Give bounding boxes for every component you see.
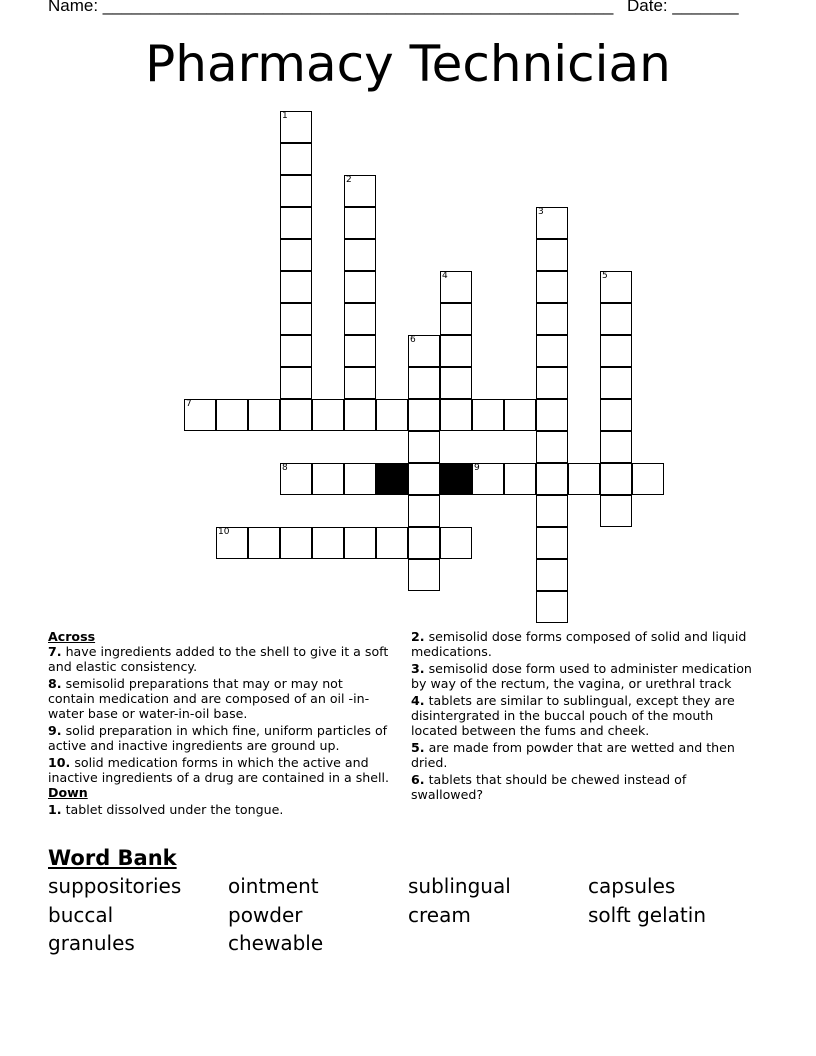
crossword-cell[interactable] [280, 303, 312, 335]
crossword-cell[interactable] [280, 271, 312, 303]
crossword-cell[interactable] [344, 207, 376, 239]
crossword-cell[interactable] [472, 463, 504, 495]
clue-number-label: 9 [474, 463, 480, 473]
clue-number: 1. [48, 802, 62, 817]
clue-across-10 [48, 755, 393, 785]
crossword-cell[interactable] [600, 335, 632, 367]
crossword-cell[interactable] [248, 527, 280, 559]
crossword-cell[interactable] [536, 271, 568, 303]
crossword-cell[interactable] [600, 431, 632, 463]
clue-number-label: 5 [602, 271, 608, 281]
clue-number: 10. [48, 755, 71, 770]
crossword-cell[interactable] [280, 367, 312, 399]
word-bank-item: suppositories [48, 874, 182, 898]
clue-number-label: 7 [186, 399, 192, 409]
crossword-cell[interactable] [536, 591, 568, 623]
word-bank-item: granules [48, 931, 135, 955]
crossword-cell[interactable] [216, 527, 248, 559]
crossword-cell[interactable] [536, 527, 568, 559]
crossword-cell[interactable] [600, 463, 632, 495]
across-heading: Across [48, 629, 96, 644]
crossword-cell[interactable] [248, 399, 280, 431]
word-bank-item: sublingual [408, 874, 511, 898]
crossword-cell[interactable] [440, 399, 472, 431]
crossword-cell[interactable] [536, 463, 568, 495]
crossword-cell[interactable] [312, 399, 344, 431]
crossword-cell[interactable] [408, 527, 440, 559]
clue-text: solid medication forms in which the active and inactive ingredients of a drug are contained in a shell. [48, 755, 389, 785]
crossword-cell[interactable] [536, 559, 568, 591]
crossword-cell[interactable] [280, 111, 312, 143]
crossword-cell[interactable] [568, 463, 600, 495]
crossword-cell[interactable] [184, 399, 216, 431]
crossword-cell[interactable] [536, 335, 568, 367]
crossword-cell[interactable] [536, 399, 568, 431]
crossword-cell[interactable] [280, 335, 312, 367]
down-heading: Down [48, 785, 88, 800]
clue-number-label: 3 [538, 207, 544, 217]
clue-number-label: 8 [282, 463, 288, 473]
clue-number-label: 1 [282, 111, 288, 121]
crossword-cell[interactable] [504, 399, 536, 431]
crossword-cell[interactable] [280, 463, 312, 495]
clue-text: semisolid dose forms composed of solid and liquid medications. [411, 629, 747, 659]
word-bank-item: solft gelatin [588, 903, 706, 927]
crossword-cell[interactable] [408, 431, 440, 463]
crossword-cell[interactable] [280, 207, 312, 239]
crossword-cell[interactable] [280, 143, 312, 175]
word-bank-title: Word Bank [48, 846, 177, 870]
clue-text: tablets are similar to sublingual, except they are disintergrated in the buccal pouch of the mouth located between the fums and cheek. [411, 693, 735, 738]
clue-number: 3. [411, 661, 425, 676]
crossword-cell[interactable] [600, 399, 632, 431]
name-field[interactable]: Name: ______________________________________________________ [48, 0, 614, 15]
crossword-cell[interactable] [312, 527, 344, 559]
clue-across-7 [48, 644, 393, 674]
clue-text: tablet dissolved under the tongue. [65, 802, 284, 817]
crossword-cell[interactable] [376, 399, 408, 431]
clue-number-label: 2 [346, 175, 352, 185]
clue-number-label: 6 [410, 335, 416, 345]
black-square [376, 463, 408, 495]
crossword-cell[interactable] [344, 335, 376, 367]
crossword-cell[interactable] [280, 399, 312, 431]
crossword-cell[interactable] [312, 463, 344, 495]
clue-down-6 [411, 772, 761, 802]
clue-number-label: 10 [218, 527, 230, 537]
crossword-cell[interactable] [536, 239, 568, 271]
page-title: Pharmacy Technician [145, 35, 671, 93]
clue-number: 9. [48, 723, 62, 738]
clue-number-label: 4 [442, 271, 448, 281]
crossword-cell[interactable] [536, 207, 568, 239]
clue-number: 8. [48, 676, 62, 691]
clue-number: 4. [411, 693, 425, 708]
crossword-cell[interactable] [408, 399, 440, 431]
clue-text: solid preparation in which fine, uniform particles of active and inactive ingredients are ground up. [48, 723, 388, 753]
crossword-cell[interactable] [280, 175, 312, 207]
crossword-cell[interactable] [600, 495, 632, 527]
clue-text: tablets that should be chewed instead of swallowed? [411, 772, 687, 802]
crossword-cell[interactable] [344, 239, 376, 271]
clue-text: have ingredients added to the shell to give it a soft and elastic consistency. [48, 644, 389, 674]
word-bank-item: powder [228, 903, 303, 927]
crossword-cell[interactable] [600, 367, 632, 399]
clue-down-2 [411, 629, 761, 659]
crossword-cell[interactable] [408, 335, 440, 367]
crossword-cell[interactable] [536, 367, 568, 399]
word-bank-item: capsules [588, 874, 676, 898]
clue-number: 6. [411, 772, 425, 787]
clue-across-9 [48, 723, 393, 753]
crossword-cell[interactable] [536, 431, 568, 463]
crossword-cell[interactable] [440, 271, 472, 303]
crossword-cell[interactable] [440, 303, 472, 335]
crossword-cell[interactable] [344, 367, 376, 399]
crossword-cell[interactable] [472, 399, 504, 431]
word-bank-item: chewable [228, 931, 324, 955]
clue-across-8 [48, 676, 393, 721]
clue-number: 2. [411, 629, 425, 644]
crossword-cell[interactable] [408, 367, 440, 399]
crossword-cell[interactable] [376, 527, 408, 559]
word-bank-item: cream [408, 903, 471, 927]
crossword-cell[interactable] [600, 303, 632, 335]
crossword-cell[interactable] [440, 367, 472, 399]
clue-number: 7. [48, 644, 62, 659]
crossword-cell[interactable] [344, 175, 376, 207]
clue-text: semisolid dose form used to administer medication by way of the rectum, the vagina, or urethral track [411, 661, 752, 691]
crossword-cell[interactable] [408, 495, 440, 527]
crossword-cell[interactable] [536, 495, 568, 527]
clue-down-4 [411, 693, 761, 738]
crossword-cell[interactable] [600, 271, 632, 303]
clue-down-5 [411, 740, 761, 770]
crossword-cell[interactable] [344, 463, 376, 495]
crossword-cell[interactable] [344, 271, 376, 303]
crossword-cell[interactable] [344, 303, 376, 335]
crossword-cell[interactable] [344, 399, 376, 431]
clue-down-3 [411, 661, 761, 691]
crossword-cell[interactable] [408, 559, 440, 591]
crossword-cell[interactable] [504, 463, 536, 495]
crossword-cell[interactable] [408, 463, 440, 495]
crossword-cell[interactable] [632, 463, 664, 495]
word-bank-item: ointment [228, 874, 319, 898]
clues-left-column [48, 629, 393, 819]
crossword-cell[interactable] [440, 527, 472, 559]
clue-number: 5. [411, 740, 425, 755]
black-square [440, 463, 472, 495]
crossword-cell[interactable] [440, 335, 472, 367]
crossword-cell[interactable] [216, 399, 248, 431]
clue-text: semisolid preparations that may or may not contain medication and are composed of an oil -in-water base or water-in-oil base. [48, 676, 370, 721]
date-field[interactable]: Date: _______ [627, 0, 739, 15]
clue-text: are made from powder that are wetted and then dried. [411, 740, 735, 770]
clue-down-1 [48, 802, 393, 817]
crossword-cell[interactable] [280, 239, 312, 271]
word-bank-item: buccal [48, 903, 114, 927]
clues-right-column [411, 629, 761, 804]
crossword-cell[interactable] [536, 303, 568, 335]
crossword-cell[interactable] [280, 527, 312, 559]
crossword-cell[interactable] [344, 527, 376, 559]
